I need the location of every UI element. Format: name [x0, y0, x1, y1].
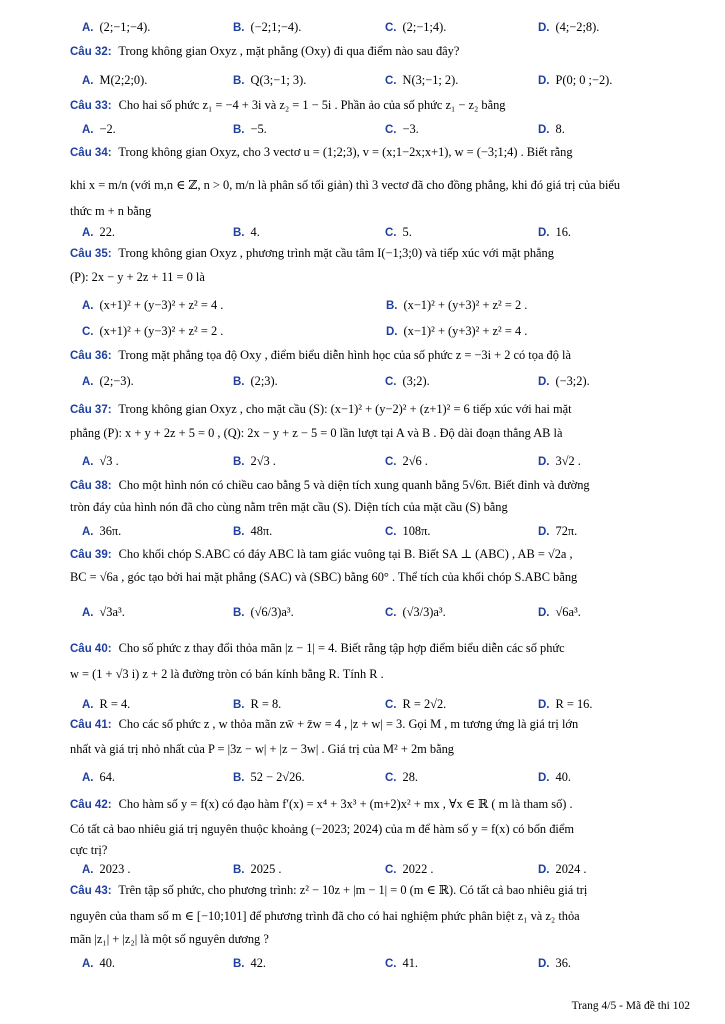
- option-letter: A.: [82, 699, 94, 711]
- option-d: [538, 956, 571, 971]
- option-row: [0, 73, 725, 93]
- option-letter: D.: [538, 75, 550, 87]
- option-text: 2√6 .: [402, 454, 428, 468]
- option-c: [385, 73, 458, 88]
- question-43: [70, 882, 692, 898]
- question-text-line: (P): 2x − y + 2z + 11 = 0 là: [70, 270, 205, 284]
- option-row: [0, 956, 725, 976]
- option-text: (2;−1;−4).: [99, 20, 151, 34]
- question-text: Trên tập số phức, cho phương trình: z² − 10z + |m − 1| = 0 (m ∈ ℝ). Có tất cả bao nhiêu giá trị: [118, 883, 588, 897]
- option-text: 2022 .: [402, 862, 434, 876]
- option-letter: D.: [538, 227, 550, 239]
- option-text: M(2;2;0).: [99, 73, 148, 87]
- option-text: (x−1)² + (y+3)² + z² = 2 .: [403, 298, 528, 312]
- option-text: 42.: [250, 956, 266, 970]
- option-letter: B.: [233, 864, 245, 876]
- option-a: [82, 225, 115, 240]
- option-letter: B.: [233, 526, 245, 538]
- option-c: [385, 374, 430, 389]
- option-a: [82, 73, 147, 88]
- option-d: [538, 122, 565, 137]
- option-text: √6a³.: [555, 605, 581, 619]
- option-b: [233, 454, 276, 469]
- question-number: Câu 43:: [70, 885, 112, 897]
- option-text: 40.: [555, 770, 571, 784]
- option-c: [82, 324, 223, 339]
- option-letter: C.: [385, 124, 397, 136]
- option-c: [385, 20, 446, 35]
- question-text-line: thức m + n bằng: [70, 204, 152, 218]
- option-a: [82, 956, 115, 971]
- option-c: [385, 225, 412, 240]
- option-c: [385, 122, 419, 137]
- option-letter: D.: [538, 699, 550, 711]
- option-text: 64.: [99, 770, 115, 784]
- option-text: R = 8.: [250, 697, 282, 711]
- option-b: [233, 524, 272, 539]
- option-letter: C.: [385, 526, 397, 538]
- option-text: 52 − 2√26.: [250, 770, 305, 784]
- question-text: Trong không gian Oxyz, cho 3 vectơ u = (1;2;3), v = (x;1−2x;x+1), w = (−3;1;4) . Biết rằng: [118, 145, 573, 159]
- option-a: [82, 298, 223, 313]
- option-c: [385, 956, 418, 971]
- option-text: 40.: [99, 956, 115, 970]
- option-text: 5.: [402, 225, 412, 239]
- option-b: [233, 225, 260, 240]
- option-d: [538, 697, 592, 712]
- option-letter: D.: [538, 456, 550, 468]
- option-b: [233, 374, 278, 389]
- option-text: 72π.: [555, 524, 578, 538]
- option-letter: C.: [385, 22, 397, 34]
- option-text: 2024 .: [555, 862, 587, 876]
- question-number: Câu 34:: [70, 147, 112, 159]
- option-letter: A.: [82, 75, 94, 87]
- question-text: Cho khối chóp S.ABC có đáy ABC là tam giác vuông tại B. Biết SA ⊥ (ABC) , AB = √2a ,: [118, 547, 573, 561]
- option-c: [385, 454, 428, 469]
- option-text: −2.: [99, 122, 116, 136]
- option-d: [386, 324, 527, 339]
- option-a: [82, 374, 134, 389]
- option-letter: D.: [538, 376, 550, 388]
- option-letter: A.: [82, 124, 94, 136]
- question-text: Trong mặt phẳng tọa độ Oxy , điểm biểu diễn hình học của số phức z = −3i + 2 có tọa độ là: [118, 348, 571, 362]
- option-letter: A.: [82, 526, 94, 538]
- option-row: [0, 374, 725, 394]
- option-letter: B.: [233, 227, 245, 239]
- question-text-line: khi x = m/n (với m,n ∈ ℤ, n > 0, m/n là phân số tối giản) thì 3 vectơ đã cho đồng phẳng, khi đó giá trị của biểu: [70, 178, 621, 192]
- question-number: Câu 36:: [70, 350, 112, 362]
- option-d: [538, 770, 571, 785]
- question-text-line: tròn đáy của hình nón đã cho cùng nằm trên mặt cầu (S). Diện tích của mặt cầu (S) bằng: [70, 500, 508, 514]
- option-text: 8.: [555, 122, 565, 136]
- question-39: [70, 546, 692, 562]
- question-text: Cho các số phức z , w thỏa mãn zw̄ + z̄w = 4 , |z + w| = 3. Gọi M , m tương ứng là giá trị lớn: [118, 717, 579, 731]
- option-row: [0, 770, 725, 790]
- option-b: [386, 298, 527, 313]
- option-letter: C.: [82, 326, 94, 338]
- option-text: −3.: [402, 122, 419, 136]
- option-a: [82, 605, 125, 620]
- option-text: (3;2).: [402, 374, 430, 388]
- option-text: 41.: [402, 956, 418, 970]
- question-35: [70, 246, 692, 261]
- question-text-line: cực trị?: [70, 843, 108, 857]
- question-number: Câu 37:: [70, 404, 112, 416]
- option-letter: C.: [385, 607, 397, 619]
- option-b: [233, 73, 306, 88]
- option-letter: A.: [82, 607, 94, 619]
- option-letter: C.: [385, 699, 397, 711]
- option-text: √3 .: [99, 454, 119, 468]
- question-text-line: BC = √6a , góc tạo bởi hai mặt phẳng (SAC) và (SBC) bằng 60° . Thể tích của khối chóp S.ABC bằng: [70, 570, 578, 584]
- option-letter: A.: [82, 772, 94, 784]
- option-letter: A.: [82, 864, 94, 876]
- option-a: [82, 524, 121, 539]
- question-text: Cho hai số phức z₁ = −4 + 3i và z₂ = 1 − 5i . Phần ảo của số phức z₁ − z₂ bằng: [118, 98, 506, 112]
- option-b: [233, 122, 267, 137]
- question-number: Câu 33:: [70, 100, 112, 112]
- option-text: 108π.: [402, 524, 431, 538]
- option-d: [538, 73, 612, 88]
- option-text: (2;3).: [250, 374, 278, 388]
- option-letter: C.: [385, 75, 397, 87]
- option-letter: C.: [385, 772, 397, 784]
- option-letter: B.: [233, 124, 245, 136]
- option-c: [385, 862, 433, 877]
- option-letter: D.: [538, 864, 550, 876]
- question-text: Cho số phức z thay đổi thỏa mãn |z − 1| = 4. Biết rằng tập hợp điểm biểu diễn các số phức: [118, 641, 565, 655]
- option-letter: C.: [385, 456, 397, 468]
- question-text-line: w = (1 + √3 i) z + 2 là đường tròn có bán kính bằng R. Tính R .: [70, 667, 384, 681]
- option-row: [0, 697, 725, 717]
- option-row: [0, 20, 725, 40]
- option-d: [538, 605, 581, 620]
- option-d: [538, 20, 599, 35]
- option-text: 4.: [250, 225, 260, 239]
- question-text: Cho một hình nón có chiều cao bằng 5 và diện tích xung quanh bằng 5√6π. Biết đỉnh và đường: [118, 478, 590, 492]
- question-number: Câu 41:: [70, 719, 112, 731]
- question-41: [70, 717, 692, 732]
- question-text-line: nguyên của tham số m ∈ [−10;101] để phương trình đã cho có hai nghiệm phức phân biệt z₁ và z₂ thỏa: [70, 909, 580, 923]
- question-number: Câu 32:: [70, 46, 112, 58]
- option-c: [385, 697, 446, 712]
- option-c: [385, 770, 418, 785]
- option-letter: D.: [538, 772, 550, 784]
- option-letter: A.: [82, 22, 94, 34]
- option-row: [0, 605, 725, 625]
- question-42: [70, 796, 692, 812]
- question-37: [70, 402, 692, 417]
- option-b: [233, 862, 281, 877]
- option-letter: D.: [538, 124, 550, 136]
- option-text: (−2;1;−4).: [250, 20, 302, 34]
- option-text: 36π.: [99, 524, 122, 538]
- option-row: [0, 298, 725, 318]
- option-letter: C.: [385, 376, 397, 388]
- option-text: R = 2√2.: [402, 697, 447, 711]
- option-letter: A.: [82, 376, 94, 388]
- option-letter: A.: [82, 958, 94, 970]
- option-letter: B.: [386, 300, 398, 312]
- option-text: 28.: [402, 770, 418, 784]
- question-34: [70, 145, 692, 160]
- option-text: (x+1)² + (y−3)² + z² = 4 .: [99, 298, 224, 312]
- option-letter: B.: [233, 456, 245, 468]
- option-letter: D.: [386, 326, 398, 338]
- question-text: Cho hàm số y = f(x) có đạo hàm f′(x) = x⁴ + 3x³ + (m+2)x² + mx , ∀x ∈ ℝ ( m là tham số) .: [118, 797, 573, 811]
- option-letter: D.: [538, 22, 550, 34]
- option-text: −5.: [250, 122, 267, 136]
- option-text: 36.: [555, 956, 571, 970]
- question-text: Trong không gian Oxyz , mặt phẳng (Oxy) đi qua điểm nào sau đây?: [118, 44, 460, 58]
- page-footer: Trang 4/5 - Mã đề thi 102: [571, 1000, 690, 1012]
- question-33: [70, 98, 692, 113]
- option-b: [233, 697, 281, 712]
- option-text: 48π.: [250, 524, 273, 538]
- option-text: Q(3;−1; 3).: [250, 73, 307, 87]
- option-a: [82, 20, 150, 35]
- option-a: [82, 122, 116, 137]
- question-number: Câu 38:: [70, 480, 112, 492]
- option-text: 3√2 .: [555, 454, 581, 468]
- question-38: [70, 478, 692, 493]
- option-a: [82, 862, 130, 877]
- option-text: 2023 .: [99, 862, 131, 876]
- option-text: 2025 .: [250, 862, 282, 876]
- option-b: [233, 956, 266, 971]
- option-d: [538, 225, 571, 240]
- option-text: (x+1)² + (y−3)² + z² = 2 .: [99, 324, 224, 338]
- question-text: Trong không gian Oxyz , cho mặt cầu (S): (x−1)² + (y−2)² + (z+1)² = 6 tiếp xúc với hai mặt: [118, 402, 572, 416]
- option-letter: B.: [233, 22, 245, 34]
- option-letter: B.: [233, 699, 245, 711]
- option-letter: B.: [233, 772, 245, 784]
- option-row: [0, 524, 725, 544]
- option-a: [82, 454, 119, 469]
- question-text-line: phẳng (P): x + y + 2z + 5 = 0 , (Q): 2x − y + z − 5 = 0 lần lượt tại A và B . Độ dài đoạn thẳng AB là: [70, 426, 563, 440]
- option-letter: A.: [82, 300, 94, 312]
- option-text: 22.: [99, 225, 115, 239]
- option-text: P(0; 0 ;−2).: [555, 73, 613, 87]
- question-number: Câu 40:: [70, 643, 112, 655]
- option-row: [0, 454, 725, 474]
- option-letter: B.: [233, 958, 245, 970]
- option-c: [385, 605, 446, 620]
- option-text: (x−1)² + (y+3)² + z² = 4 .: [403, 324, 528, 338]
- option-b: [233, 770, 305, 785]
- option-letter: A.: [82, 456, 94, 468]
- option-row: [0, 862, 725, 882]
- option-letter: C.: [385, 227, 397, 239]
- question-number: Câu 35:: [70, 248, 112, 260]
- option-text: R = 4.: [99, 697, 131, 711]
- option-text: 2√3 .: [250, 454, 276, 468]
- option-c: [385, 524, 430, 539]
- option-b: [233, 605, 294, 620]
- option-a: [82, 697, 130, 712]
- option-letter: D.: [538, 526, 550, 538]
- option-row: [0, 122, 725, 142]
- option-row: [0, 225, 725, 245]
- option-letter: B.: [233, 607, 245, 619]
- option-a: [82, 770, 115, 785]
- question-text-line: Có tất cả bao nhiêu giá trị nguyên thuộc khoảng (−2023; 2024) của m để hàm số y = f(x) có bốn điểm: [70, 822, 574, 836]
- option-text: R = 16.: [555, 697, 593, 711]
- option-letter: D.: [538, 607, 550, 619]
- option-letter: C.: [385, 864, 397, 876]
- option-d: [538, 374, 590, 389]
- option-text: √3a³.: [99, 605, 125, 619]
- question-32: [70, 44, 692, 59]
- option-d: [538, 862, 586, 877]
- option-text: (√6/3)a³.: [250, 605, 294, 619]
- option-text: (2;−3).: [99, 374, 134, 388]
- option-text: (√3/3)a³.: [402, 605, 446, 619]
- option-d: [538, 524, 577, 539]
- question-36: [70, 348, 692, 363]
- option-text: N(3;−1; 2).: [402, 73, 459, 87]
- option-text: (4;−2;8).: [555, 20, 600, 34]
- option-text: (−3;2).: [555, 374, 590, 388]
- option-b: [233, 20, 301, 35]
- option-text: (2;−1;4).: [402, 20, 447, 34]
- question-text-line: mãn |z₁| + |z₂| là một số nguyên dương ?: [70, 932, 269, 946]
- question-text-line: nhất và giá trị nhỏ nhất của P = |3z − w| + |z − 3w| . Giá trị của M² + 2m bằng: [70, 742, 454, 756]
- question-40: [70, 641, 692, 656]
- question-number: Câu 39:: [70, 549, 112, 561]
- option-row: [0, 324, 725, 344]
- option-letter: B.: [233, 376, 245, 388]
- option-letter: B.: [233, 75, 245, 87]
- option-letter: C.: [385, 958, 397, 970]
- option-letter: D.: [538, 958, 550, 970]
- option-text: 16.: [555, 225, 571, 239]
- question-text: Trong không gian Oxyz , phương trình mặt cầu tâm I(−1;3;0) và tiếp xúc với mặt phẳng: [118, 246, 554, 260]
- question-number: Câu 42:: [70, 799, 112, 811]
- option-d: [538, 454, 581, 469]
- option-letter: A.: [82, 227, 94, 239]
